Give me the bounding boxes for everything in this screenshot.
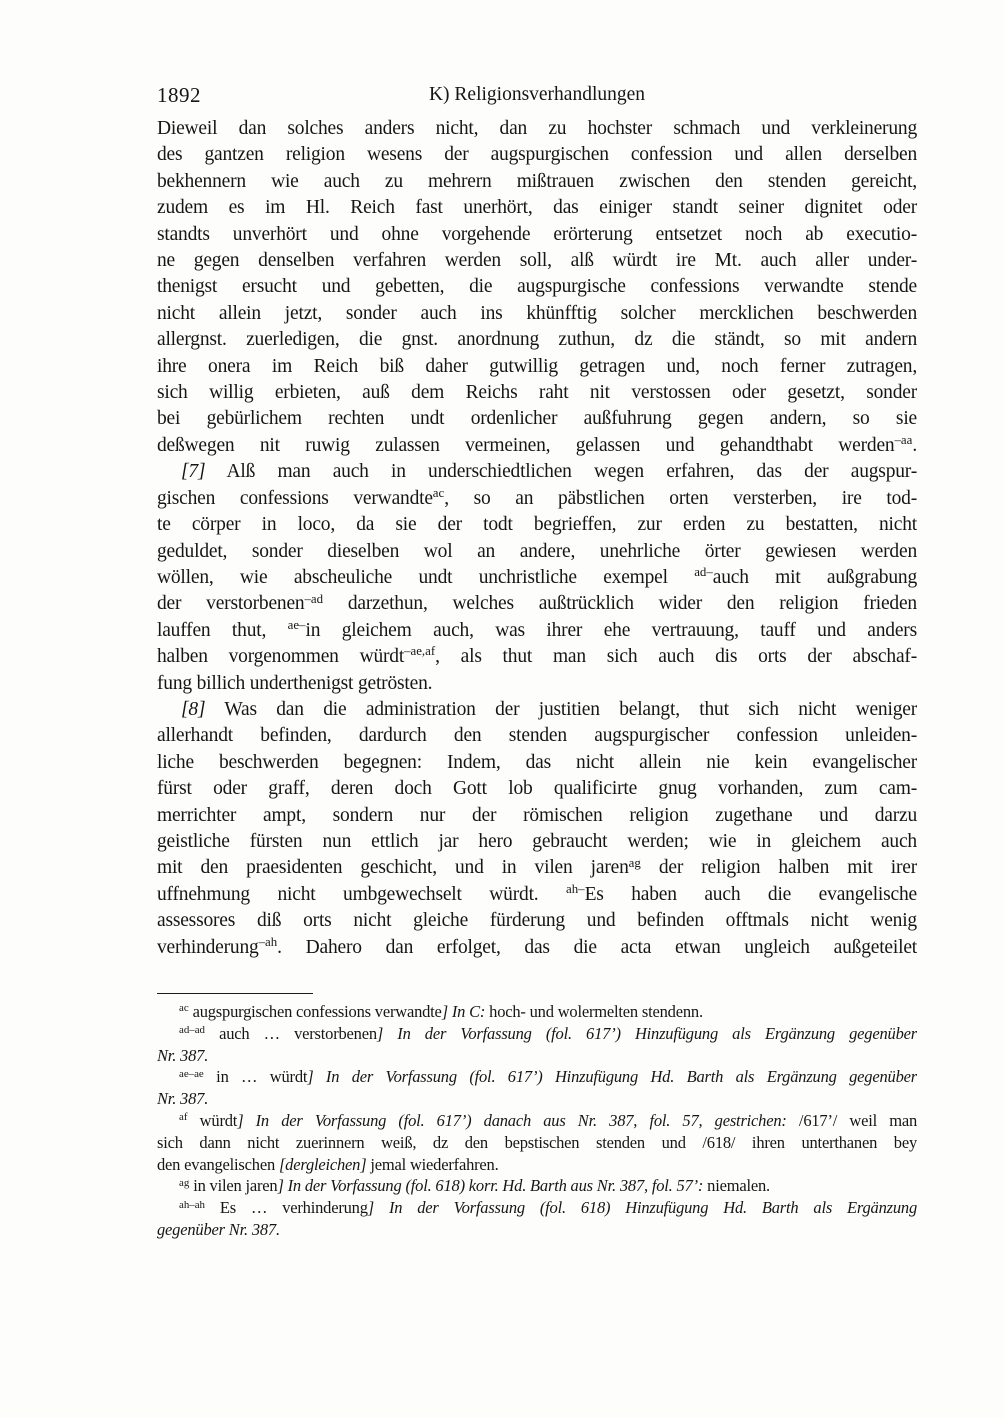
footnote: [157, 1110, 917, 1175]
page-header: [157, 83, 917, 109]
footnote-line: gegenüber Nr. 387.: [157, 1219, 280, 1239]
footnote-marker: ag: [628, 855, 641, 870]
footnote-separator-rule: [157, 993, 313, 994]
text-line: nicht allein jetzt, sonder auch ins khünfftig solcher mercklichen beschwerden: [157, 302, 917, 324]
paragraph: [157, 459, 917, 697]
footnote-line: den evangelischen [dergleichen] jemal wiederfahren.: [157, 1154, 499, 1174]
footnote-marker: ac: [179, 1002, 189, 1015]
text-line: mit den praesidenten geschicht, und in vilen jaren$^{ag}$ der religion halben mit irer: [157, 855, 917, 879]
paragraph: [157, 697, 917, 961]
body-text: [157, 116, 917, 961]
footnote-line: $^{af}$ würdt] In der Vorfassung (fol. 617’) danach aus Nr. 387, fol. 57, gestrichen: /617’/ weil man: [179, 1110, 917, 1130]
text-line: uffnehmung nicht umbgewechselt würdt. $^{ah-}$Es haben auch die evangelische: [157, 882, 917, 905]
text-line: bei gebürlichem rechten undt ordenlicher außfuhrung gegen andern, so sie: [157, 408, 917, 430]
footnote: [157, 1066, 917, 1110]
text-line: [7] Alß man auch in underschiedtlichen wegen erfahren, das der augspur-: [181, 461, 917, 483]
text-line: zudem es im Hl. Reich fast unerhört, das einiger standt seiner dignitet oder: [157, 197, 917, 219]
footnote-line: $^{ac}$ augspurgischen confessions verwandte] In C: hoch- und wolermelten stendenn.: [179, 1002, 703, 1021]
footnote-line: $^{ad-ad}$ auch … verstorbenen] In der Vorfassung (fol. 617’) Hinzufügung als Ergänzung gegenüber: [179, 1023, 917, 1043]
footnote: [157, 1175, 917, 1197]
text-line: fürst oder graff, deren doch Gott lob qualificirte gnug vorhanden, zum cam-: [157, 778, 917, 800]
footnote-marker: ad–ad: [179, 1024, 205, 1037]
footnote-marker: –aa: [894, 433, 913, 448]
text-line: assessores diß orts nicht gleiche fürderung und befinden offtmals nicht wenig: [157, 910, 917, 932]
text-line: standts unverhört und ohne vorgehende erörterung entsetzet noch ab executio-: [157, 223, 917, 245]
paragraph: [157, 116, 917, 459]
footnote-line: Nr. 387.: [157, 1089, 209, 1109]
footnote: [157, 1023, 917, 1067]
footnote-line: sich dann nicht zuerinnern weiß, dz den bepstischen stenden und /618/ ihren unterthanen bey: [157, 1132, 917, 1152]
text-line: fung billich underthenigst getrösten.: [157, 672, 433, 694]
text-line: verhinderung$^{-ah}$. Dahero dan erfolget, das die acta etwan ungleich außgeteilet: [157, 934, 917, 958]
text-line: geistliche fürsten nun ettlich jar hero gebraucht werden; wie in gleichem auch: [157, 830, 917, 852]
footnotes-block: [157, 1001, 917, 1241]
text-line: Dieweil dan solches anders nicht, dan zu hochster schmach und verkleinerung: [157, 118, 917, 139]
footnote-line: $^{ah-ah}$ Es … verhinderung] In der Vorfassung (fol. 618) Hinzufügung Hd. Barth als Ergänzung: [179, 1198, 917, 1218]
footnote-marker: ad–: [694, 565, 713, 580]
footnote-line: $^{ag}$ in vilen jaren] In der Vorfassung (fol. 618) korr. Hd. Barth aus Nr. 387, fol. 57’: niemalen.: [179, 1176, 770, 1196]
footnote-marker: ah–: [566, 882, 585, 897]
text-line: des gantzen religion wesens der augspurgischen confession und allen derselben: [157, 144, 917, 166]
text-line: lauffen thut, $^{ae-}$in gleichem auch, was ihrer ehe vertrauung, tauff und anders: [157, 618, 917, 641]
footnote: [157, 1001, 917, 1023]
page-number: 1892: [157, 83, 201, 107]
footnote-marker: ah–ah: [179, 1198, 205, 1211]
text-line: deßwegen nit ruwig zulassen vermeinen, gelassen und gehandthabt werden$^{-aa}$.: [157, 433, 917, 456]
text-line: allerhandt befinden, dardurch den stenden augspurgischer confession unleiden-: [157, 725, 917, 747]
text-line: thenigst ersucht und gebetten, die augspurgische confessions verwandte stende: [157, 276, 917, 298]
text-line: liche beschwerden begegnen: Indem, das nicht allein nie kein evangelischer: [157, 751, 917, 773]
footnote-marker: ag: [179, 1176, 190, 1189]
running-head: K) Religionsverhandlungen: [428, 84, 646, 105]
text-line: merrichter ampt, sondern nur der römischen religion zugethane und darzu: [157, 804, 917, 826]
text-line: te cörper in loco, da sie der todt begrieffen, zur erden zu bestatten, nicht: [157, 514, 917, 536]
footnote-marker: ae–: [287, 618, 306, 633]
text-line: der verstorbenen$^{-ad}$ darzethun, welches außtrücklich wider den religion frieden: [157, 591, 917, 615]
footnote-line: Nr. 387.: [157, 1045, 209, 1065]
text-line: sich willig erbieten, auß dem Reichs raht nit verstossen oder gesetzt, sonder: [157, 382, 917, 404]
text-line: ne gegen denselben verfahren werden soll, alß würdt ire Mt. auch aller under-: [157, 250, 917, 272]
text-line: gischen confessions verwandte$^{ac}$, so an päbstlichen orten versterben, ire tod-: [157, 486, 917, 509]
text-line: geduldet, sonder dieselben wol an andere, unehrliche örter gewiesen werden: [157, 540, 917, 562]
text-line: halben vorgenommen würdt$^{-ae,af}$, als thut man sich auch dis orts der abschaf-: [157, 644, 917, 668]
text-line: allergnst. zuerledigen, die gnst. anordnung zuthun, dz die ständt, so mit andern: [157, 329, 917, 351]
text-line: wöllen, wie abscheuliche undt unchristliche exempel $^{ad-}$auch mit außgrabung: [157, 565, 917, 588]
text-line: [8] Was dan die administration der justitien belangt, thut sich nicht weniger: [181, 698, 917, 720]
footnote-marker: –ad: [304, 591, 324, 606]
footnote: [157, 1197, 917, 1241]
footnote-line: $^{ae-ae}$ in … würdt] In der Vorfassung (fol. 617’) Hinzufügung Hd. Barth als Ergänzung gegenüber: [179, 1067, 917, 1087]
footnote-marker: af: [179, 1111, 188, 1124]
text-line: ihre onera im Reich biß daher gutwillig getragen und, noch ferner zutragen,: [157, 355, 917, 377]
text-line: bekhennern wie auch zu mehrern mißtrauen zwischen den stenden gereicht,: [157, 170, 917, 192]
footnote-marker: ae–ae: [179, 1067, 204, 1080]
footnote-marker: –ah: [258, 934, 278, 949]
footnote-marker: –ae,af: [404, 644, 436, 659]
footnote-marker: ac: [432, 486, 445, 500]
